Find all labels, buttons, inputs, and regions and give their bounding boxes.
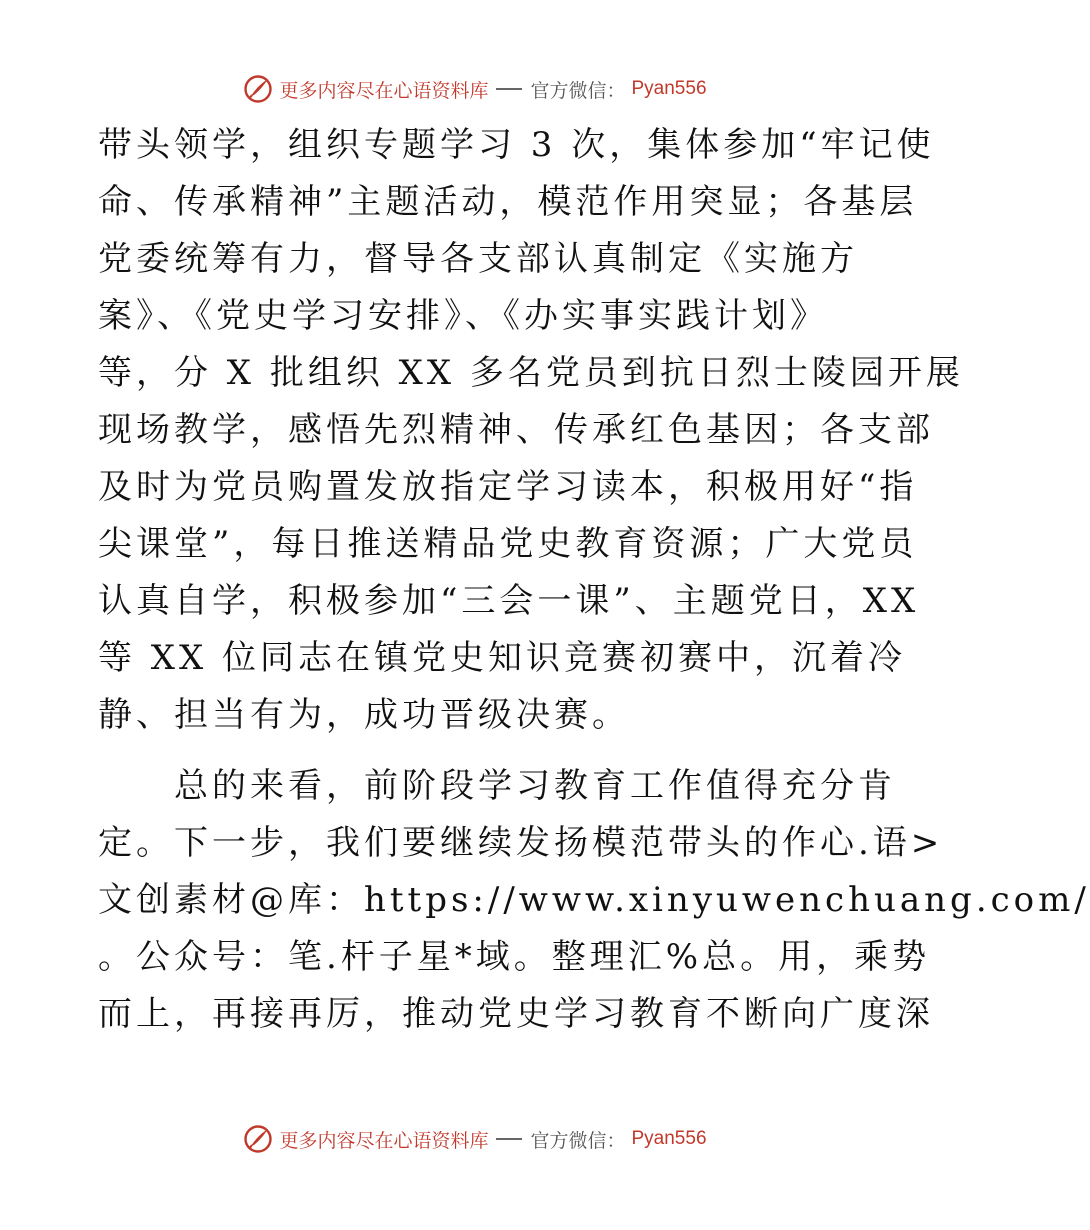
text-line: 党委统筹有力，督导各支部认真制定《实施方 (98, 239, 858, 279)
paragraph (98, 758, 1090, 1043)
text-line: 带头领学，组织专题学习 3 次，集体参加“牢记使 (98, 125, 935, 165)
text-line: 案》、《党史学习安排》、《办实事实践计划》 (98, 296, 828, 336)
text-line: 认真自学，积极参加“三会一课”、主题党日，XX (98, 581, 920, 621)
text-line: 定。下一步，我们要继续发扬模范带头的作心.语> (98, 823, 944, 863)
text-line: 及时为党员购置发放指定学习读本，积极用好“指 (98, 467, 918, 507)
text-line: 。公众号：笔.杆子星*域。整理汇%总。用，乘势 (98, 937, 931, 977)
banner-dash (496, 88, 522, 90)
paragraph (98, 117, 964, 744)
text-line: 静、担当有为，成功晋级决赛。 (98, 695, 630, 735)
text-line: 等，分 X 批组织 XX 多名党员到抗日烈士陵园开展 (98, 353, 964, 393)
document-body (98, 117, 1090, 1043)
text-line: 尖课堂”，每日推送精品党史教育资源；广大党员 (98, 524, 918, 564)
header-banner (0, 74, 950, 104)
footer-banner (0, 1124, 950, 1154)
quill-logo-icon (243, 1124, 273, 1154)
banner-wechat-label: 官方微信： (530, 1129, 626, 1152)
text-line: 现场教学，感悟先烈精神、传承红色基因；各支部 (98, 410, 934, 450)
text-line: 文创素材@库：https://www.xinyuwenchuang.com/ (98, 880, 1090, 920)
banner-account: Pyan556 (631, 1128, 707, 1149)
paragraph-gap (98, 744, 858, 758)
banner-account: Pyan556 (631, 78, 707, 99)
text-line: 等 XX 位同志在镇党史知识竞赛初赛中，沉着冷 (98, 638, 907, 678)
text-line: 总的来看，前阶段学习教育工作值得充分肯 (174, 766, 896, 806)
banner-wechat-label: 官方微信： (530, 79, 626, 102)
quill-logo-icon (243, 74, 273, 104)
banner-main-text: 更多内容尽在心语资料库 (279, 79, 489, 102)
text-line: 而上，再接再厉，推动党史学习教育不断向广度深 (98, 994, 934, 1034)
banner-dash (496, 1138, 522, 1140)
text-line: 命、传承精神”主题活动，模范作用突显；各基层 (98, 182, 918, 222)
banner-main-text: 更多内容尽在心语资料库 (279, 1129, 489, 1152)
